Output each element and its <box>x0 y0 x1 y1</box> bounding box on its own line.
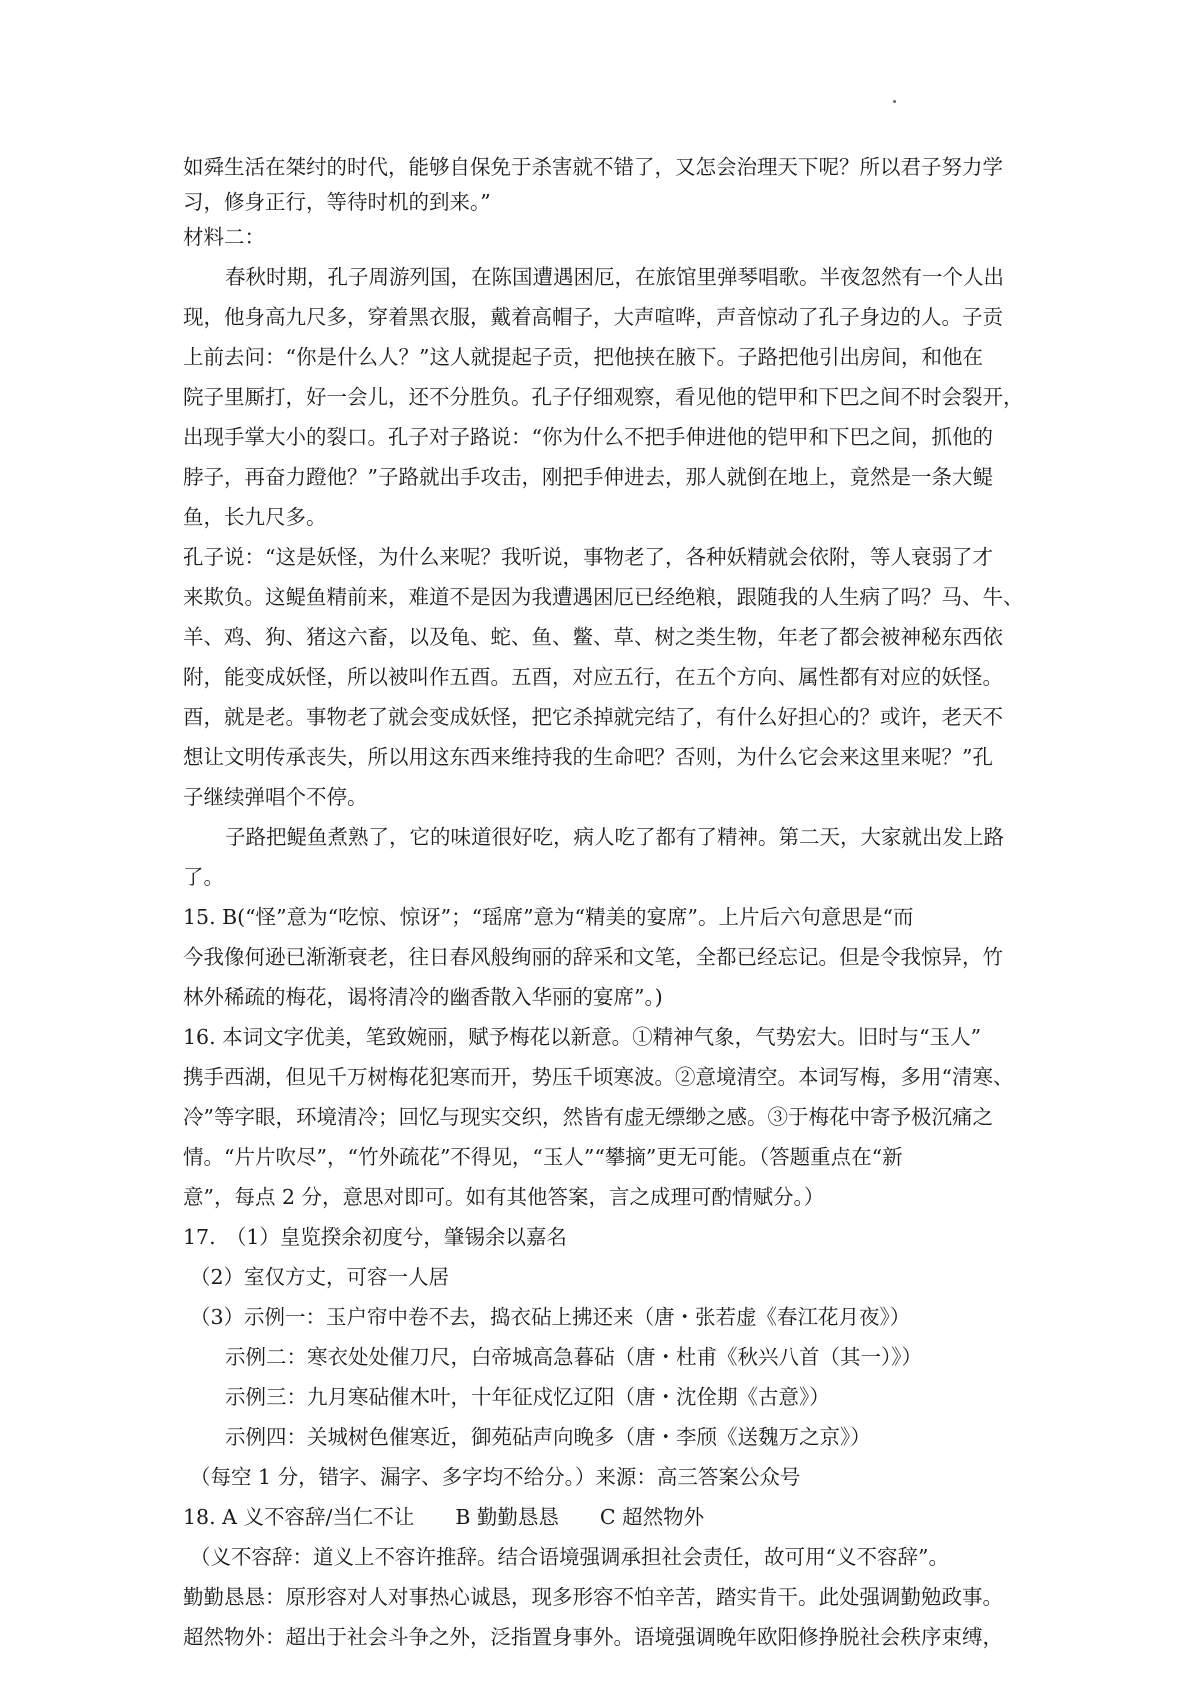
text-line: 鱼，长九尺多。 <box>183 505 327 529</box>
text-line: 示例四：关城树色催寒近，御苑砧声向晚多（唐・李颀《送魏万之京》） <box>225 1425 871 1449</box>
scan-mark <box>893 100 896 103</box>
text-line: 附，能变成妖怪，所以被叫作五酉。五酉，对应五行，在五个方向、属性都有对应的妖怪。 <box>183 665 1003 689</box>
text-line: 如舜生活在桀纣的时代，能够自保免于杀害就不错了，又怎会治理天下呢？所以君子努力学 <box>183 155 1003 179</box>
text-line: 今我像何逊已渐渐衰老，往日春风般绚丽的辞采和文笔，全都已经忘记。但是令我惊异，竹 <box>183 945 1003 969</box>
text-line: 春秋时期，孔子周游列国，在陈国遭遇困厄，在旅馆里弹琴唱歌。半夜忽然有一个人出 <box>225 265 1004 289</box>
text-line: 冷”等字眼，环境清冷；回忆与现实交织，然皆有虚无缥缈之感。③于梅花中寄予极沉痛之 <box>183 1105 993 1129</box>
text-line: 现，他身高九尺多，穿着黑衣服，戴着高帽子，大声喧哗，声音惊动了孔子身边的人。子贡 <box>183 305 1003 329</box>
text-line: 勤勤恳恳：原形容对人对事热心诚恳，现多形容不怕辛苦，踏实肯干。此处强调勤勉政事。 <box>183 1585 1003 1609</box>
text-line: 来欺负。这鳀鱼精前来，难道不是因为我遭遇困厄已经绝粮，跟随我的人生病了吗？马、牛、 <box>183 585 1024 609</box>
text-line: （义不容辞：道义上不容许推辞。结合语境强调承担社会责任，故可用“义不容辞”。 <box>190 1545 949 1569</box>
text-line: 意”，每点 2 分，意思对即可。如有其他答案，言之成理可酌情赋分。） <box>183 1185 825 1209</box>
text-line: 想让文明传承丧失，所以用这东西来维持我的生命吧？否则，为什么它会来这里来呢？”孔 <box>183 745 993 769</box>
text-line: 子继续弹唱个不停。 <box>183 785 368 809</box>
text-line: 携手西湖，但见千万树梅花犯寒而开，势压千顷寒波。②意境清空。本词写梅，多用“清寒、 <box>183 1065 1014 1089</box>
answer-17: 17. （1）皇览揆余初度兮，肇锡余以嘉名 <box>183 1225 567 1249</box>
answer-15: 15. B(“怪”意为“吃惊、惊讶”；“瑶席”意为“精美的宴席”。上片后六句意思是“而 <box>183 905 914 929</box>
text-line: （3）示例一：玉户帘中卷不去，捣衣砧上拂还来（唐・张若虚《春江花月夜》） <box>190 1305 911 1329</box>
section-heading: 材料二： <box>183 225 265 249</box>
text-line: 上前去问：“你是什么人？”这人就提起子贡，把他挟在腋下。子路把他引出房间，和他在 <box>183 345 983 369</box>
text-line: 羊、鸡、狗、猪这六畜，以及龟、蛇、鱼、鳖、草、树之类生物，年老了都会被神秘东西依 <box>183 625 1003 649</box>
text-line: （2）室仅方丈，可容一人居 <box>190 1265 450 1289</box>
text-line: 酉，就是老。事物老了就会变成妖怪，把它杀掉就完结了，有什么好担心的？或许，老天不 <box>183 705 1003 729</box>
text-line: 示例三：九月寒砧催木叶，十年征戍忆辽阳（唐・沈佺期《古意》） <box>225 1385 830 1409</box>
text-line: 情。“片片吹尽”，“竹外疏花”不得见，“玉人”“攀摘”更无可能。（答题重点在“新 <box>183 1145 903 1169</box>
text-line: 院子里厮打，好一会儿，还不分胜负。孔子仔细观察，看见他的铠甲和下巴之间不时会裂开， <box>183 385 1024 409</box>
answer-18: 18. A 义不容辞/当仁不让 B 勤勤恳恳 C 超然物外 <box>183 1505 705 1529</box>
answer-16: 16. 本词文字优美，笔致婉丽，赋予梅花以新意。①精神气象，气势宏大。旧时与“玉人” <box>183 1025 982 1049</box>
text-line: 林外稀疏的梅花，谒将清冷的幽香散入华丽的宴席”。) <box>183 985 663 1009</box>
text-line: 超然物外：超出于社会斗争之外，泛指置身事外。语境强调晚年欧阳修挣脱社会秩序束缚， <box>183 1625 1003 1649</box>
text-line: 孔子说：“这是妖怪，为什么来呢？我听说，事物老了，各种妖精就会依附，等人衰弱了才 <box>183 545 993 569</box>
text-line: 子路把鳀鱼煮熟了，它的味道很好吃，病人吃了都有了精神。第二天，大家就出发上路 <box>225 825 1004 849</box>
text-line: 了。 <box>183 865 224 889</box>
text-line: 示例二：寒衣处处催刀尺，白帝城高急暮砧（唐・杜甫《秋兴八首（其一）》） <box>225 1345 922 1369</box>
text-line: 脖子，再奋力蹬他？”子路就出手攻击，刚把手伸进去，那人就倒在地上，竟然是一条大鳀 <box>183 465 993 489</box>
text-line: 出现手掌大小的裂口。孔子对子路说：“你为什么不把手伸进他的铠甲和下巴之间，抓他的 <box>183 425 993 449</box>
text-line: （每空 1 分，错字、漏字、多字均不给分。）来源：高三答案公众号 <box>190 1465 801 1489</box>
text-line: 习，修身正行，等待时机的到来。” <box>183 190 491 214</box>
